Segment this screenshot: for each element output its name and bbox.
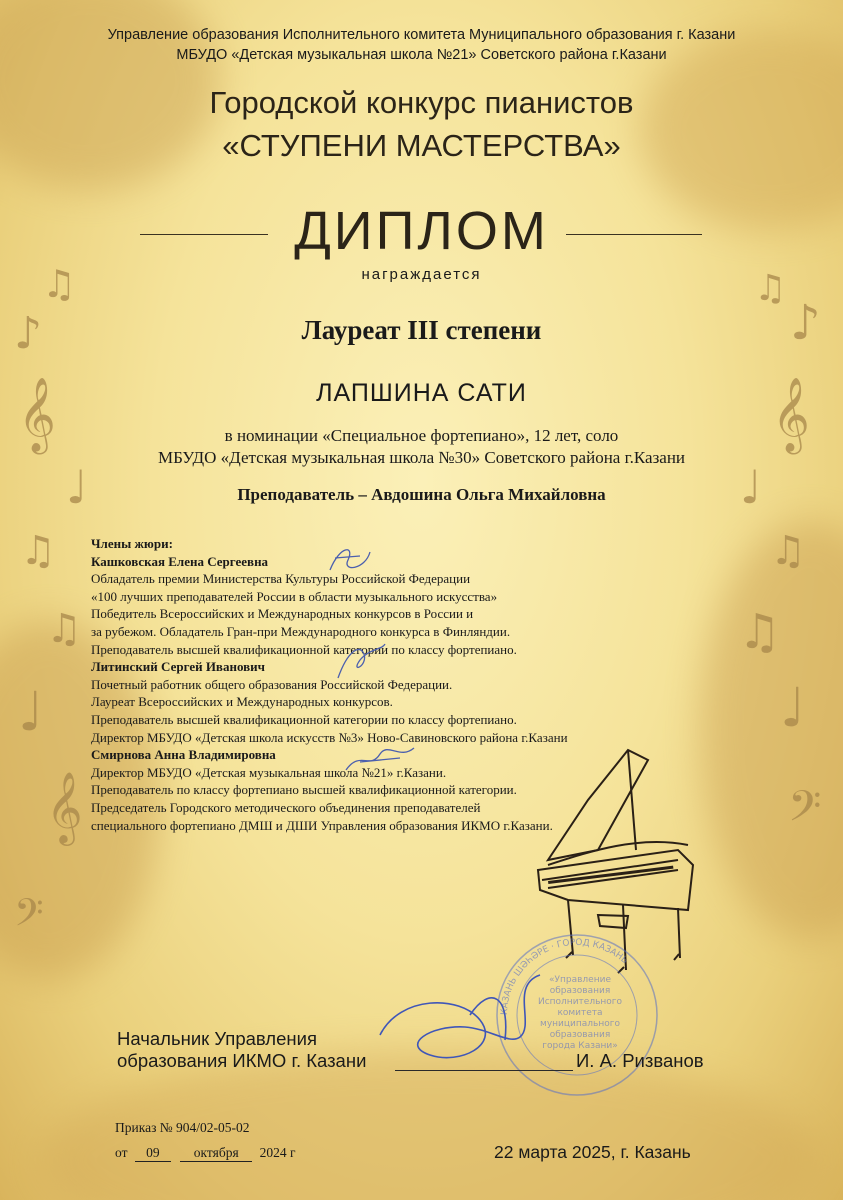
- signature-line: [395, 1070, 573, 1071]
- music-note-icon: ♩: [780, 676, 806, 739]
- stamp-line: Исполнительного: [537, 997, 623, 1007]
- jury-member-line: Обладатель премии Министерства Культуры Российской Федерации: [91, 571, 471, 587]
- laureate-degree: Лауреат III степени: [301, 315, 542, 345]
- date-place: 22 марта 2025, г. Казань: [494, 1142, 691, 1162]
- jury-member-name: Литинский Сергей Иванович: [91, 659, 265, 675]
- jury-signature: [330, 640, 390, 685]
- contest-title-line-2: «СТУПЕНИ МАСТЕРСТВА»: [222, 128, 621, 163]
- contest-title-line-1: Городской конкурс пианистов: [209, 85, 634, 120]
- treble-clef-icon: 𝄞: [46, 770, 83, 843]
- jury-member-line: за рубежом. Обладатель Гран-при Международного конкурса в Финляндии.: [91, 623, 511, 639]
- jury-member-line: Почетный работник общего образования Российской Федерации.: [91, 676, 453, 692]
- jury-member-name: Кашковская Елена Сергеевна: [91, 553, 269, 569]
- music-note-icon: ♫: [770, 528, 806, 574]
- order-year: 2024 г: [259, 1145, 296, 1160]
- jury-member-name: Смирнова Анна Владимировна: [91, 747, 276, 763]
- music-note-icon: ♪: [790, 295, 821, 351]
- music-note-icon: ♩: [18, 680, 44, 743]
- music-note-icon: ♩: [66, 460, 88, 514]
- awarded-text: награждается: [361, 266, 482, 283]
- stamp-line: образования: [549, 986, 611, 996]
- school-text: МБУДО «Детская музыкальная школа №30» Советского района г.Казани: [157, 448, 686, 467]
- stamp-line: комитета: [557, 1008, 603, 1018]
- jury-member-line: Преподаватель по классу фортепиано высшей квалификационной категории.: [91, 782, 517, 798]
- stamp-line: города Казани»: [542, 1041, 618, 1051]
- diploma-word: ДИПЛОМ: [294, 201, 549, 261]
- divider: [140, 234, 268, 235]
- recipient-name: ЛАПШИНА САТИ: [316, 379, 527, 407]
- treble-clef-icon: 𝄞: [18, 378, 56, 452]
- bass-clef-icon: 𝄢: [788, 782, 822, 842]
- order-number: Приказ № 904/02-05-02: [115, 1120, 250, 1135]
- jury-signature: [340, 740, 420, 780]
- header-line-1: Управление образования Исполнительного комитета Муниципального образования г. Казани: [107, 27, 736, 43]
- stamp-line: «Управление: [549, 975, 611, 985]
- signer-name: И. А. Ризванов: [576, 1050, 704, 1071]
- music-note-icon: ♫: [42, 262, 77, 306]
- jury-signature: [320, 540, 380, 580]
- nomination-text: в номинации «Специальное фортепиано», 12 лет, соло: [224, 426, 619, 445]
- head-signature: [370, 965, 590, 1075]
- jury-member-line: Директор МБУДО «Детская музыкальная школа №21» г.Казани.: [91, 764, 447, 780]
- jury-member-line: Директор МБУДО «Детская школа искусств №3» Ново-Савиновского района г.Казани: [91, 729, 568, 745]
- stamp-line: образования: [549, 1030, 611, 1040]
- bass-clef-icon: 𝄢: [14, 890, 44, 944]
- music-note-icon: ♪: [14, 308, 43, 359]
- jury-member-line: Победитель Всероссийских и Международных конкурсов в России и: [91, 606, 474, 622]
- music-note-icon: ♫: [46, 606, 82, 652]
- stamp-outer-text: КАЗАНЬ ШӘҺӘРЕ · ГОРОД КАЗАНЬ: [499, 937, 630, 1016]
- jury-member-line: Преподаватель высшей квалификационной категории по классу фортепиано.: [91, 641, 517, 657]
- jury-member-line: специального фортепиано ДМШ и ДШИ Управления образования ИКМО г.Казани.: [91, 817, 553, 833]
- order-day: 09: [135, 1145, 171, 1162]
- header-line-2: МБУДО «Детская музыкальная школа №21» Советского района г.Казани: [176, 47, 667, 63]
- jury-member-line: Преподаватель высшей квалификационной категории по классу фортепиано.: [91, 711, 517, 727]
- divider: [566, 234, 702, 235]
- music-note-icon: ♫: [754, 268, 787, 309]
- teacher-text: Преподаватель – Авдошина Ольга Михайловна: [237, 485, 606, 504]
- stamp-line: муниципального: [540, 1019, 620, 1029]
- order-date: [115, 1145, 296, 1162]
- jury-member-line: «100 лучших преподавателей России в области музыкального искусства»: [91, 588, 498, 604]
- music-note-icon: ♫: [738, 604, 782, 660]
- treble-clef-icon: 𝄞: [772, 378, 810, 452]
- signer-position-line-1: Начальник Управления: [117, 1028, 317, 1049]
- music-note-icon: ♫: [20, 528, 56, 574]
- diploma-heading: [0, 200, 843, 264]
- jury-member-line: Лауреат Всероссийских и Международных конкурсов.: [91, 694, 393, 710]
- signer-position-line-2: образования ИКМО г. Казани: [117, 1050, 367, 1071]
- order-from: от: [115, 1145, 128, 1160]
- jury-member-line: Председатель Городского методического объединения преподавателей: [91, 799, 481, 815]
- music-note-icon: ♩: [740, 460, 762, 514]
- order-month: октября: [180, 1145, 252, 1162]
- jury-heading: Члены жюри:: [91, 536, 173, 551]
